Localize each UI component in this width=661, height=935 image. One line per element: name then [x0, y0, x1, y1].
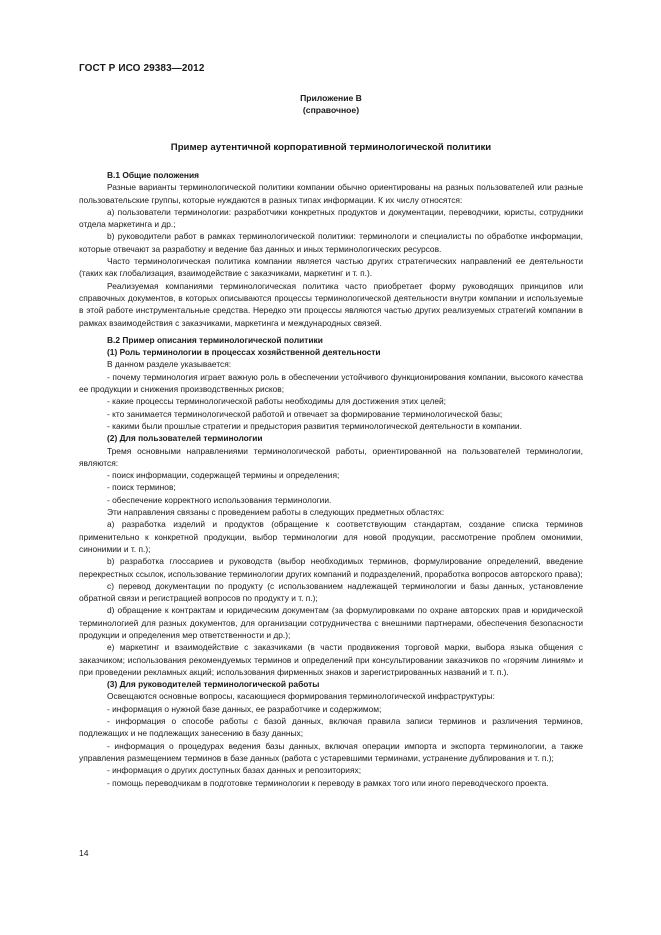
appendix-title: Приложение В [300, 93, 362, 103]
paragraph: Часто терминологическая политика компании является частью других стратегических направлений ее деятельности (таких как глобализация, взаимодействие с заказчиками, маркетинг и т. п.). [79, 256, 583, 279]
document-code: ГОСТ Р ИСО 29383—2012 [79, 63, 205, 74]
page-number: 14 [79, 848, 89, 858]
paragraph: В данном разделе указывается: [107, 359, 232, 370]
list-item: - информация о процедурах ведения базы данных, включая операции импорта и экспорта терминологии, а также управления размещением терминов в базе данных (работа с устаревшими терминами, устранение дублирования и т. п.); [79, 740, 583, 763]
subsection-heading-3: (3) Для руководителей терминологической работы [107, 679, 320, 690]
list-item: - поиск информации, содержащей термины и определения; [107, 470, 340, 481]
appendix-heading [79, 92, 583, 116]
paragraph: Эти направления связаны с проведением работы в следующих предметных областях: [107, 507, 445, 518]
list-item: b) разработка глоссариев и руководств (выбор необходимых терминов, формулирование определений, введение перекрестных ссылок, использование терминологии других компаний и подразделений, проработка вопросов авторского права); [79, 556, 583, 579]
appendix-subtitle: (справочное) [302, 105, 360, 115]
list-item: - обеспечение корректного использования терминологии. [107, 494, 332, 505]
paragraph: Тремя основными направлениями терминологической работы, ориентированной на пользователей терминологии, являются: [79, 445, 583, 468]
section-heading-b1: В.1 Общие положения [107, 170, 200, 180]
main-title: Пример аутентичной корпоративной терминологической политики [170, 142, 492, 153]
list-item: - какие процессы терминологической работы необходимы для достижения этих целей; [107, 396, 446, 407]
document-body [79, 169, 583, 789]
subsection-heading-1: (1) Роль терминологии в процессах хозяйственной деятельности [107, 347, 381, 358]
paragraph: Освещаются основные вопросы, касающиеся формирования терминологической инфраструктуры: [107, 691, 495, 702]
list-item: - информация о нужной базе данных, ее разработчике и содержимом; [107, 703, 382, 714]
paragraph: Реализуемая компаниями терминологическая политика часто приобретает форму руководящих принципов или справочных документов, в которых описываются процессы терминологической деятельности внутри компании и используемые в этой работе инструментальные средства. Нередко эти процессы являются частью других реализуемых стратегий компании в рамках взаимодействия с заказчиками, маркетинга и международных связей. [79, 280, 583, 328]
list-item: - кто занимается терминологической работой и отвечает за формирование терминологической базы; [107, 408, 503, 419]
list-item: a) разработка изделий и продуктов (обращение к соответствующим стандартам, создание списка терминов применительно к конкретной продукции, выбор терминологии для новой продукции, рассмотрение проблем омонимии, синонимии и т. п.); [79, 519, 583, 554]
list-item: - информация о других доступных базах данных и репозиториях; [107, 765, 362, 776]
list-item: - поиск терминов; [107, 482, 176, 493]
list-item: d) обращение к контрактам и юридическим документам (за формулировками по охране авторских прав и юридической терминологией для разных документов, для организации сотрудничества с внешними партнерами, обеспечения безопасности продукции и определения мер ответственности и др.); [79, 605, 583, 640]
paragraph: b) руководители работ в рамках терминологической политики: терминологи и специалисты по обработке информации, которые отвечают за разработку и ведение баз данных и иных терминологических ресурсов. [79, 231, 583, 254]
list-item: - помощь переводчикам в подготовке терминологии к переводу в рамках того или иного переводческого проекта. [107, 777, 549, 788]
paragraph: a) пользователи терминологии: разработчики конкретных продуктов и документации, переводчики, юристы, сотрудники отдела маркетинга и др.; [79, 206, 583, 230]
paragraph: Разные варианты терминологической политики компании обычно ориентированы на разных пользователей или разные пользовательские группы, которые нуждаются в разных типах информации. К их числу относятся: [79, 182, 583, 205]
list-item: - какими были прошлые стратегии и предыстория развития терминологической деятельности в компании. [107, 420, 522, 431]
list-item: e) маркетинг и взаимодействие с заказчиками (в части продвижения торговой марки, выбора языка общения с заказчиком; использования рекомендуемых терминов и определений при консультировании заказчиков по «горячим линиям» и при проведении рекламных акций; использования фирменных знаков и зарегистрированных названий и т. п.). [79, 642, 583, 677]
list-item: - почему терминология играет важную роль в обеспечении устойчивого функционирования компании, высокого качества ее продукции и снижения производственных рисков; [79, 371, 583, 395]
section-heading-b2: В.2 Пример описания терминологической политики [107, 334, 323, 345]
subsection-heading-2: (2) Для пользователей терминологии [107, 433, 263, 444]
list-item: c) перевод документации по продукту (с использованием надлежащей терминологии и базы данных, установление обратной связи и регистрацией вопросов по продукту и т. п.); [79, 580, 583, 604]
list-item: - информация о способе работы с базой данных, включая правила записи терминов и различения терминов, подлежащих и не подлежащих занесению в базу данных; [79, 716, 583, 739]
